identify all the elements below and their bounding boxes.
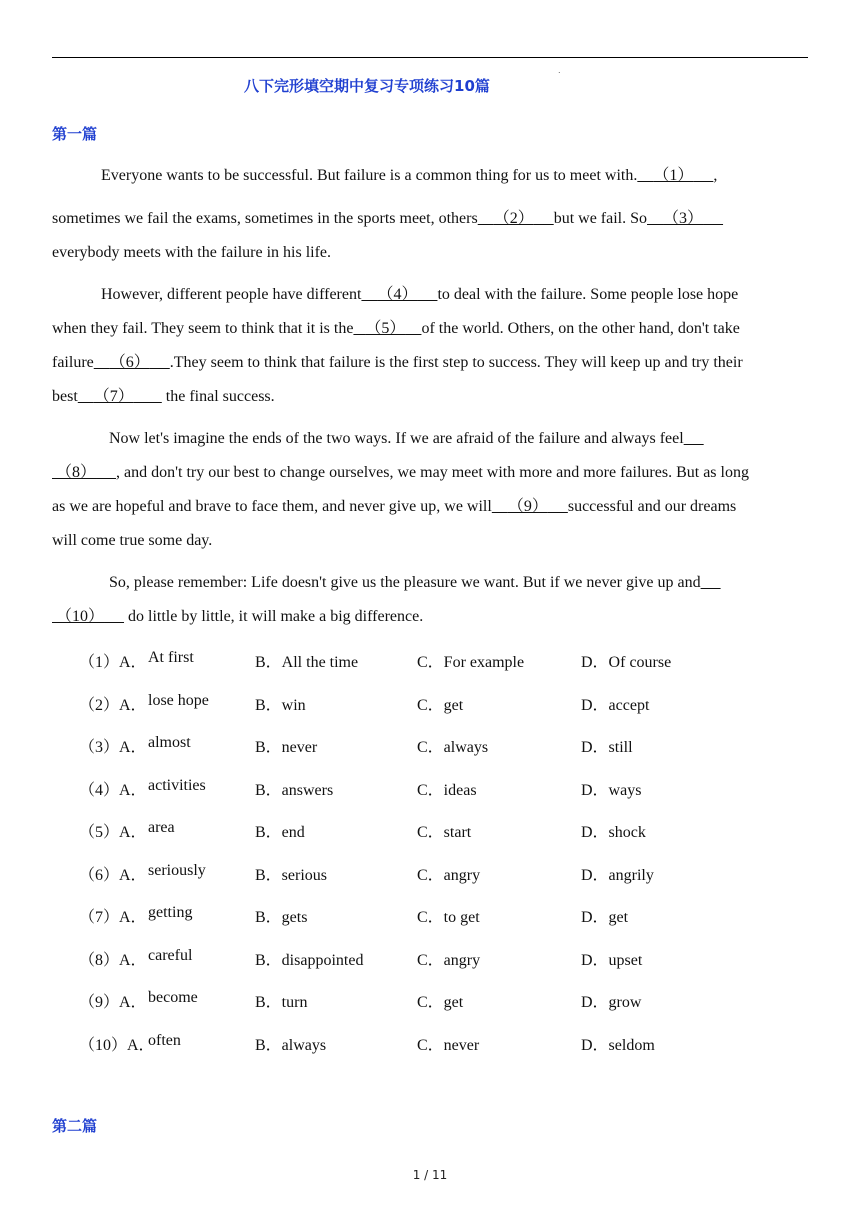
option-b: B．always (255, 1036, 327, 1054)
option-c: C．ideas (417, 781, 477, 799)
option-d: D．grow (581, 994, 642, 1011)
passage-text: sometimes we fail the exams, sometimes in the sports meet, others (52, 210, 478, 227)
option-d: D．ways (581, 781, 642, 799)
question-number: （8）A． (79, 951, 147, 969)
section-2-heading: 第二篇 (52, 1117, 98, 1135)
blank-3: （3） (663, 210, 704, 227)
option-a: often (148, 1031, 181, 1049)
blank-10: （10） (56, 608, 105, 625)
option-a: seriously (148, 861, 206, 879)
option-a: lose hope (148, 691, 209, 709)
option-b: B．win (255, 696, 306, 714)
passage-line (52, 387, 275, 407)
blank-5: （5） (365, 320, 406, 337)
passage-line (52, 319, 740, 339)
option-a: activities (148, 776, 206, 794)
passage-text: So, please remember: Life doesn't give us the pleasure we want. But if we never give up and (109, 574, 701, 591)
passage-text: of the world. Others, on the other hand, don't take (421, 320, 740, 337)
question-number: （10）A． (79, 1036, 155, 1054)
blank-9: （9） (507, 498, 548, 515)
passage-text: but we fail. So (553, 210, 648, 227)
blank-6: （6） (109, 354, 150, 371)
blank-2: （2） (493, 210, 534, 227)
option-a: careful (148, 946, 193, 964)
option-d: D．accept (581, 696, 650, 714)
blank-4: （4） (377, 286, 418, 303)
option-b: B．serious (255, 866, 328, 884)
option-a: almost (148, 734, 191, 751)
option-b: B．All the time (255, 654, 359, 671)
passage-text: the final success. (161, 388, 275, 405)
option-c: C．get (417, 994, 464, 1011)
option-b: B．never (255, 739, 318, 756)
passage-text: do little by little, it will make a big difference. (124, 608, 424, 625)
passage-text: failure (52, 354, 94, 371)
section-1-heading: 第一篇 (52, 125, 98, 143)
option-d: D．get (581, 909, 629, 926)
option-a: area (148, 819, 175, 836)
option-b: B．disappointed (255, 951, 364, 969)
passage-line (52, 209, 723, 229)
passage-text: best (52, 388, 78, 405)
question-number: （2）A． (79, 696, 147, 714)
passage-line (109, 573, 721, 593)
passage-line (52, 607, 423, 627)
option-c: C．For example (417, 654, 525, 671)
blank-7: （7） (93, 388, 134, 405)
passage-line: will come true some day. (52, 532, 213, 549)
option-c: C．angry (417, 866, 481, 884)
option-b: B．turn (255, 994, 308, 1011)
header-mark: . (558, 66, 561, 75)
option-b: B．answers (255, 781, 334, 799)
header-rule (52, 57, 808, 58)
passage-line (52, 463, 749, 483)
passage-text: when they fail. They seem to think that it is the (52, 320, 354, 337)
option-d: D．seldom (581, 1036, 655, 1054)
document-title: 八下完形填空期中复习专项练习10篇 (244, 77, 490, 95)
option-c: C．angry (417, 951, 481, 969)
option-a: become (148, 989, 198, 1006)
passage-text: , (713, 167, 718, 184)
passage-line (101, 285, 738, 305)
passage-line: everybody meets with the failure in his life. (52, 244, 332, 261)
option-c: C．get (417, 696, 464, 714)
passage-text: .They seem to think that failure is the first step to success. They will keep up and try their (169, 354, 743, 371)
passage-line (109, 429, 704, 449)
passage-text: as we are hopeful and brave to face them, and never give up, we will (52, 498, 492, 515)
option-d: D．angrily (581, 866, 654, 884)
passage-text: Everyone wants to be successful. But failure is a common thing for us to meet with. (101, 167, 638, 184)
question-number: （3）A． (79, 739, 147, 756)
option-b: B．gets (255, 909, 308, 926)
option-c: C．to get (417, 909, 480, 926)
question-number: （1）A． (79, 654, 147, 671)
option-d: D．Of course (581, 654, 672, 671)
option-c: C．always (417, 739, 489, 756)
blank-8: （8） (56, 464, 97, 481)
passage-text: However, different people have different (101, 286, 362, 303)
option-d: D．upset (581, 951, 643, 969)
passage-line (52, 497, 736, 517)
passage-text: , and don't try our best to change ourselves, we may meet with more and more failures. But as long (116, 464, 749, 481)
question-number: （6）A． (79, 866, 147, 884)
option-d: D．shock (581, 824, 646, 841)
blank-1: （1） (653, 167, 694, 184)
question-number: （5）A． (79, 824, 147, 841)
option-c: C．start (417, 824, 472, 841)
passage-line (101, 166, 717, 186)
page-number: 1 / 11 (412, 1168, 448, 1182)
passage-line (52, 353, 743, 373)
option-c: C．never (417, 1036, 480, 1054)
option-d: D．still (581, 739, 633, 756)
passage-text: successful and our dreams (567, 498, 737, 515)
question-number: （4）A． (79, 781, 147, 799)
passage-text: Now let's imagine the ends of the two ways. If we are afraid of the failure and always feel (109, 430, 684, 447)
question-number: （9）A． (79, 994, 147, 1011)
option-a: getting (148, 904, 193, 921)
passage-text: to deal with the failure. Some people lose hope (437, 286, 739, 303)
question-number: （7）A． (79, 909, 147, 926)
option-b: B．end (255, 824, 305, 841)
option-a: At first (148, 649, 194, 666)
